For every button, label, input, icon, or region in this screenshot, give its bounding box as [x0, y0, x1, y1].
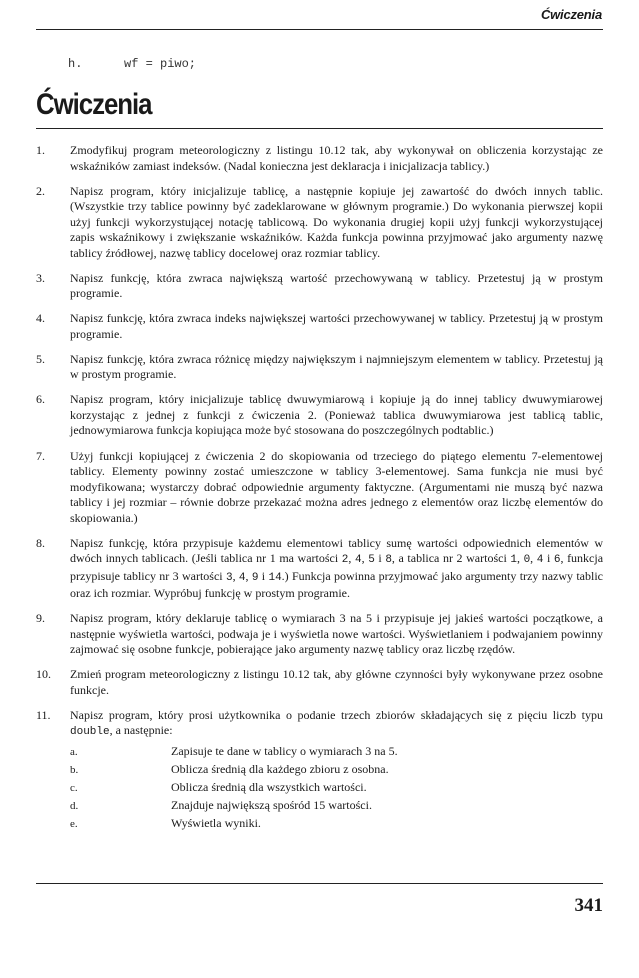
exercise-text — [70, 611, 603, 656]
subtask-letter: a. — [70, 745, 78, 758]
subtask-item — [70, 797, 603, 815]
inline-code: 5 — [368, 554, 375, 567]
exercise-item — [36, 708, 603, 833]
exercise-text — [70, 708, 603, 738]
inline-code: 0 — [523, 554, 531, 567]
exercise-text — [70, 143, 603, 173]
exercise-number: 6. — [36, 392, 45, 407]
inline-code: 4 — [355, 554, 362, 567]
exercise-number: 2. — [36, 183, 45, 198]
text-run: , a tablica nr 2 wartości — [391, 551, 511, 566]
exercise-number: 10. — [36, 667, 51, 682]
exercise-text — [70, 311, 603, 341]
subtask-text: Oblicza średnią dla wszystkich wartości. — [171, 779, 367, 794]
inline-code: 8 — [385, 554, 392, 567]
inline-code: 3 — [225, 571, 233, 584]
text-run: Użyj funkcji kopiującej z ćwiczenia 2 do skopiowania od trzeciego do piątego elementu 7-elementowej tablicy. Elementy powinny zostać umieszczone w tablicy 3-elementowej. Sama funkcja nie musi być modyfikowana; wystarczy dobrać odpowiednie argumenty faktyczne. (Argumentami nie muszą być nazwa tablicy i jej rozmiar – równie dobrze przekazać można adres jednego z elementów oraz liczbę elementów do skopiowania.) — [70, 448, 603, 525]
text-run: .) Funkcja powinna przyjmować jako argumenty trzy nazwy tablic oraz ich rozmiar. Wypróbuj funkcję w prostym programie. — [70, 568, 604, 601]
subtask-item — [70, 779, 603, 797]
text-run: , — [232, 568, 239, 583]
exercise-item — [36, 184, 603, 262]
exercise-item — [36, 271, 603, 302]
text-run: Zmodyfikuj program meteorologiczny z listingu 10.12 tak, aby wykonywał on obliczenia korzystając ze wskaźników zamiast indeksów. (Nadal konieczna jest deklaracja i inicjalizacja tablicy.) — [70, 143, 603, 173]
exercise-item — [36, 667, 603, 698]
exercise-text — [70, 449, 603, 525]
code-label: h. — [68, 57, 83, 71]
exercise-item — [36, 611, 603, 658]
text-run: , — [530, 551, 537, 566]
subtask-text: Znajduje największą spośród 15 wartości. — [171, 797, 372, 812]
text-run: i — [258, 568, 269, 583]
exercise-number: 4. — [36, 311, 45, 326]
exercise-number: 7. — [36, 448, 45, 463]
code-statement: wf = piwo; — [124, 57, 197, 71]
text-run: Zmień program meteorologiczny z listingu 10.12 tak, aby główne czynności były wykonywane przez osobne funkcje. — [70, 667, 603, 697]
exercise-text — [70, 271, 603, 301]
inline-code: 1 — [510, 554, 517, 567]
text-run: , funkcja przypisuje tablicy nr 3 wartości — [70, 551, 604, 583]
exercise-text — [70, 184, 603, 260]
exercise-item — [36, 392, 603, 439]
subtask-item — [70, 815, 603, 833]
exercise-number: 3. — [36, 270, 45, 285]
subtask-text: Zapisuje te dane w tablicy o wymiarach 3 na 5. — [171, 743, 398, 758]
text-run: i — [374, 551, 386, 566]
header-rule — [36, 29, 603, 30]
inline-code: 6 — [553, 554, 561, 567]
text-run: Napisz program, który inicjalizuje tablicę dwuwymiarową i kopiuje ją do innej tablicy dwuwymiarowej korzystając z jednej z funkcji z ćwiczenia 2. (Ponieważ tablica dwuwymiarowa jest tablicą tablic, jednowymiarowa funkcja kopiująca może być stosowana do poszczególnych podtablic.) — [70, 392, 603, 438]
text-run: , — [361, 551, 369, 566]
exercise-item — [36, 449, 603, 527]
inline-code: double — [70, 726, 110, 739]
subtask-item — [70, 761, 603, 779]
exercise-item — [36, 352, 603, 383]
subtask-letter: e. — [70, 817, 78, 830]
exercise-text — [70, 392, 603, 437]
section-title: Ćwiczenia — [36, 88, 152, 121]
text-run: , — [245, 568, 252, 583]
text-run: Napisz program, który prosi użytkownika o podanie trzech zbiorów składających się z pięciu liczb typu — [70, 707, 603, 722]
subtask-letter: c. — [70, 781, 78, 794]
exercise-number: 11. — [36, 707, 51, 722]
text-run: Napisz program, który inicjalizuje tablicę, a następnie kopiuje jej zawartość do dwóch innych tablic. (Wszystkie trzy tablice powinny być zadeklarowane w głównym programie.) Do wykonania pierwszej kopii użyj funkcji wykorzystującej notację tablicową. Do wykonania drugiej kopii użyj funkcji wykorzystującej zapis wskaźnikowy i zwiększanie wskaźników. Każda funkcja powinna przyjmować jako argumenty nazwę tablicy źródłowej, nazwę tablicy docelowej oraz rozmiar tablicy. — [70, 183, 603, 260]
inline-code: 14 — [268, 571, 282, 584]
subtask-text: Oblicza średnią dla każdego zbioru z osobna. — [171, 761, 389, 776]
text-run: Napisz funkcję, która zwraca indeks największej wartości przechowywanej w tablicy. Przetestuj ją w prostym programie. — [70, 311, 603, 341]
footer-rule — [36, 883, 603, 884]
text-run: , a następnie: — [109, 723, 173, 738]
exercise-number: 8. — [36, 535, 45, 550]
exercise-text — [70, 536, 603, 601]
subtask-list — [70, 743, 603, 833]
subtask-text: Wyświetla wyniki. — [171, 815, 261, 830]
exercise-list — [36, 143, 603, 843]
exercise-number: 1. — [36, 143, 45, 157]
text-run: , — [516, 551, 524, 566]
inline-code: 4 — [238, 571, 246, 584]
inline-code: 9 — [251, 571, 259, 584]
subtask-item — [70, 743, 603, 761]
inline-code: 2 — [341, 554, 349, 567]
text-run: Napisz funkcję, która zwraca największą wartość przechowywaną w tablicy. Przetestuj ją w prostym programie. — [70, 270, 603, 301]
subtask-letter: d. — [70, 799, 79, 812]
title-rule — [36, 128, 603, 129]
exercise-text — [70, 352, 603, 382]
inline-code: 4 — [536, 554, 544, 567]
exercise-number: 9. — [36, 611, 45, 626]
text-run: , — [348, 551, 355, 566]
text-run: Napisz funkcję, która zwraca różnicę między największym i najmniejszym elementem w tablicy. Przetestuj ją w prostym programie. — [70, 351, 603, 382]
exercise-item — [36, 536, 603, 602]
running-header: Ćwiczenia — [540, 7, 602, 22]
text-run: Napisz funkcję, która przypisuje każdemu elementowi tablicy sumę wartości odpowiednich elementów w dwóch innych tablicach. (Jeśli tablica nr 1 ma wartości — [70, 535, 603, 566]
text-run: i — [543, 551, 554, 566]
exercise-number: 5. — [36, 351, 45, 366]
exercise-item — [36, 143, 603, 174]
page-number: 341 — [574, 895, 603, 916]
code-snippet — [68, 57, 196, 71]
subtask-letter: b. — [70, 763, 79, 776]
text-run: Napisz program, który deklaruje tablicę o wymiarach 3 na 5 i przypisuje jej jakieś wartości początkowe, a następnie wyświetla wartości, podwaja je i wyświetla nowe wartości. Wyświetlaniem i podwajaniem powinny zajmować się osobne funkcje, pobierające jako argumenty nazwę tablicy oraz liczbę rzędów. — [70, 611, 603, 657]
exercise-text — [70, 667, 603, 697]
exercise-item — [36, 311, 603, 342]
